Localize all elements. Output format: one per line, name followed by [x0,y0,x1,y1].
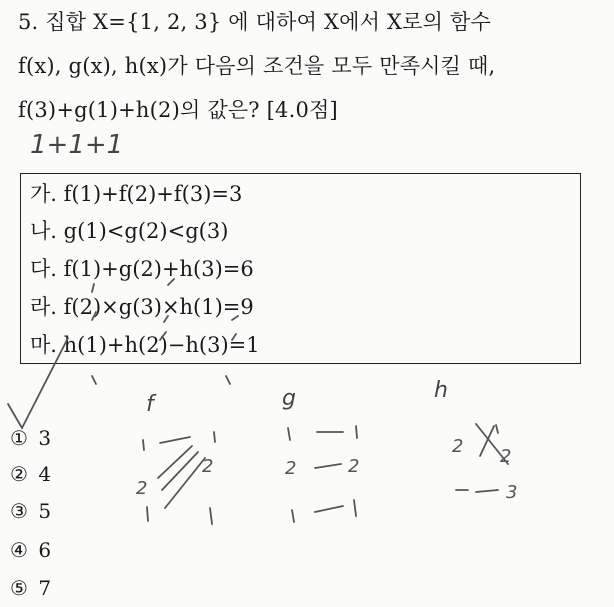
handwritten-label-f: f [146,392,154,417]
choice-3-value: 5 [38,499,52,523]
handwritten-label-h: h [434,378,448,403]
choice-3[interactable] [10,499,51,523]
condition-ma: 마. h(1)+h(2)−h(3)=1 [30,333,260,357]
choice-2-value: 4 [38,462,52,486]
handwritten-label-g: g [282,386,296,411]
svg-text:2: 2 [202,456,214,477]
condition-na: 나. g(1)<g(2)<g(3) [30,219,229,243]
svg-text:2: 2 [136,478,148,499]
choice-5-mark: ⑤ [10,576,28,600]
handwritten-sum-note: 1+1+1 [30,130,124,160]
choice-2[interactable] [10,462,51,486]
choice-1-mark: ① [10,426,28,450]
svg-text:2: 2 [348,456,360,477]
question-line-1: 5. 집합 X={1, 2, 3} 에 대하여 X에서 X로의 함수 [18,10,491,34]
question-line-2: f(x), g(x), h(x)가 다음의 조건을 모두 만족시킬 때, [18,54,496,78]
svg-text:2: 2 [285,458,297,479]
condition-ga: 가. f(1)+f(2)+f(3)=3 [30,182,243,206]
choice-1[interactable] [10,426,51,450]
choice-2-mark: ② [10,462,28,486]
choice-4-mark: ④ [10,538,28,562]
condition-da: 다. f(1)+g(2)+h(3)=6 [30,257,254,281]
choice-4[interactable] [10,538,51,562]
condition-ra: 라. f(2)×g(3)×h(1)=9 [30,295,254,319]
choice-5[interactable] [10,576,51,600]
choice-4-value: 6 [38,538,52,562]
question-line-3: f(3)+g(1)+h(2)의 값은? [4.0점] [18,98,338,122]
svg-text:2: 2 [452,436,464,457]
choice-3-mark: ③ [10,499,28,523]
svg-text:3: 3 [506,482,518,503]
svg-text:2: 2 [500,446,512,467]
choice-5-value: 7 [38,576,52,600]
choice-1-value: 3 [38,426,52,450]
